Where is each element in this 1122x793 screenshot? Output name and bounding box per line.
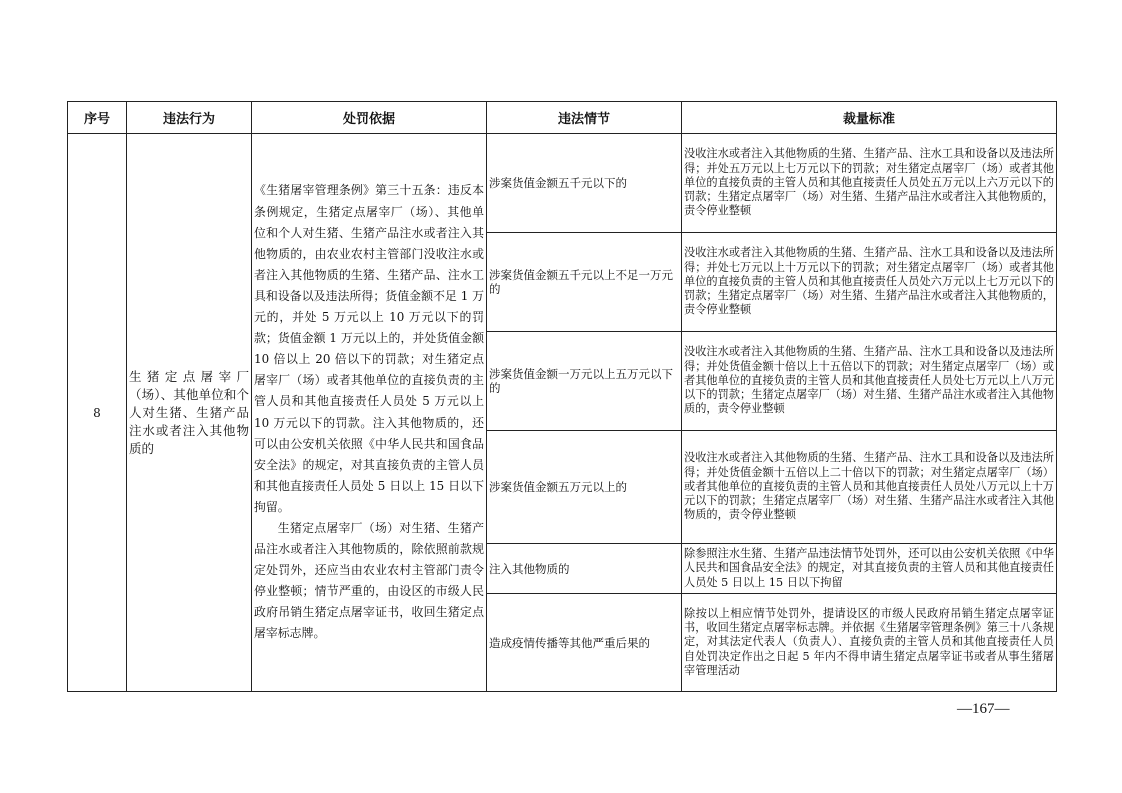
table-header-row xyxy=(68,102,1057,134)
basis-paragraph-1: 《生猪屠宰管理条例》第三十五条：违反本条例规定，生猪定点屠宰厂（场）、其他单位和个人对生猪、生猪产品注水或者注入其他物质的，由农业农村主管部门没收注水或者注入其他物质的生猪、生猪产品、注水工具和设备以及违法所得；货值金额不足 1 万元的，并处 5 万元以上 10 万元以下的罚款；货值金额 1 万元以上的，并处货值金额 10 倍以上 20 倍以下的罚款；对生猪定点屠宰厂（场）或者其他单位的直接负责的主管人员和其他直接责任人员处 5 万元以上 10 万元以下的罚款。注入其他物质的，还可以由公安机关依照《中华人民共和国食品安全法》的规定，对其直接负责的主管人员和其他直接责任人员处 5 日以上 15 日以下拘留。 xyxy=(254,183,484,514)
circumstance-cell: 涉案货值金额五万元以上的 xyxy=(487,431,682,544)
page-number: —167— xyxy=(957,701,1010,717)
standard-cell: 没收注水或者注入其他物质的生猪、生猪产品、注水工具和设备以及违法所得；并处五万元以上七万元以下的罚款；对生猪定点屠宰厂（场）或者其他单位的直接负责的主管人员和其他直接责任人员处五万元以上六万元以下的罚款；生猪定点屠宰厂（场）对生猪、生猪产品注水或者注入其他物质的，责令停业整顿 xyxy=(682,134,1057,233)
standard-cell: 没收注水或者注入其他物质的生猪、生猪产品、注水工具和设备以及违法所得；并处七万元以上十万元以下的罚款；对生猪定点屠宰厂（场）或者其他单位的直接负责的主管人员和其他直接责任人员处六万元以上七万元以下的罚款；生猪定点屠宰厂（场）对生猪、生猪产品注水或者注入其他物质的，责令停业整顿 xyxy=(682,233,1057,332)
header-circumstance: 违法情节 xyxy=(487,102,682,134)
violation-act: 生猪定点屠宰厂（场）、其他单位和个人对生猪、生猪产品注水或者注入其他物质的 xyxy=(127,134,252,692)
circumstance-cell: 涉案货值金额五千元以下的 xyxy=(487,134,682,233)
circumstance-cell: 涉案货值金额一万元以上五万元以下的 xyxy=(487,332,682,431)
standard-cell: 没收注水或者注入其他物质的生猪、生猪产品、注水工具和设备以及违法所得；并处货值金额十五倍以上二十倍以下的罚款；对生猪定点屠宰厂（场）或者其他单位的直接负责的主管人员和其他直接责任人员处八万元以上十万元以下的罚款；生猪定点屠宰厂（场）对生猪、生猪产品注水或者注入其他物质的，责令停业整顿 xyxy=(682,431,1057,544)
standard-cell: 除参照注水生猪、生猪产品违法情节处罚外，还可以由公安机关依照《中华人民共和国食品安全法》的规定，对其直接负责的主管人员和其他直接责任人员处 5 日以上 15 日以下拘留 xyxy=(682,544,1057,594)
row-seq: 8 xyxy=(68,134,127,692)
table-row xyxy=(68,134,1057,233)
standard-cell: 除按以上相应情节处罚外，提请设区的市级人民政府吊销生猪定点屠宰证书，收回生猪定点屠宰标志牌。并依据《生猪屠宰管理条例》第三十八条规定，对其法定代表人（负责人）、直接负责的主管人员和其他直接责任人员自处罚决定作出之日起 5 年内不得申请生猪定点屠宰证书或者从事生猪屠宰管理活动 xyxy=(682,594,1057,692)
header-standard: 裁量标准 xyxy=(682,102,1057,134)
header-basis: 处罚依据 xyxy=(252,102,487,134)
penalty-table xyxy=(67,101,1057,692)
header-violation: 违法行为 xyxy=(127,102,252,134)
circumstance-cell: 造成疫情传播等其他严重后果的 xyxy=(487,594,682,692)
penalty-basis xyxy=(252,134,487,692)
circumstance-cell: 涉案货值金额五千元以上不足一万元的 xyxy=(487,233,682,332)
circumstance-cell: 注入其他物质的 xyxy=(487,544,682,594)
header-seq: 序号 xyxy=(68,102,127,134)
basis-paragraph-2: 生猪定点屠宰厂（场）对生猪、生猪产品注水或者注入其他物质的，除依照前款规定处罚外，还应当由农业农村主管部门责令停业整顿；情节严重的，由设区的市级人民政府吊销生猪定点屠宰证书，收回生猪定点屠宰标志牌。 xyxy=(254,520,484,641)
standard-cell: 没收注水或者注入其他物质的生猪、生猪产品、注水工具和设备以及违法所得；并处货值金额十倍以上十五倍以下的罚款；对生猪定点屠宰厂（场）或者其他单位的直接负责的主管人员和其他直接责任人员处七万元以上八万元以下的罚款；生猪定点屠宰厂（场）对生猪、生猪产品注水或者注入其他物质的，责令停业整顿 xyxy=(682,332,1057,431)
